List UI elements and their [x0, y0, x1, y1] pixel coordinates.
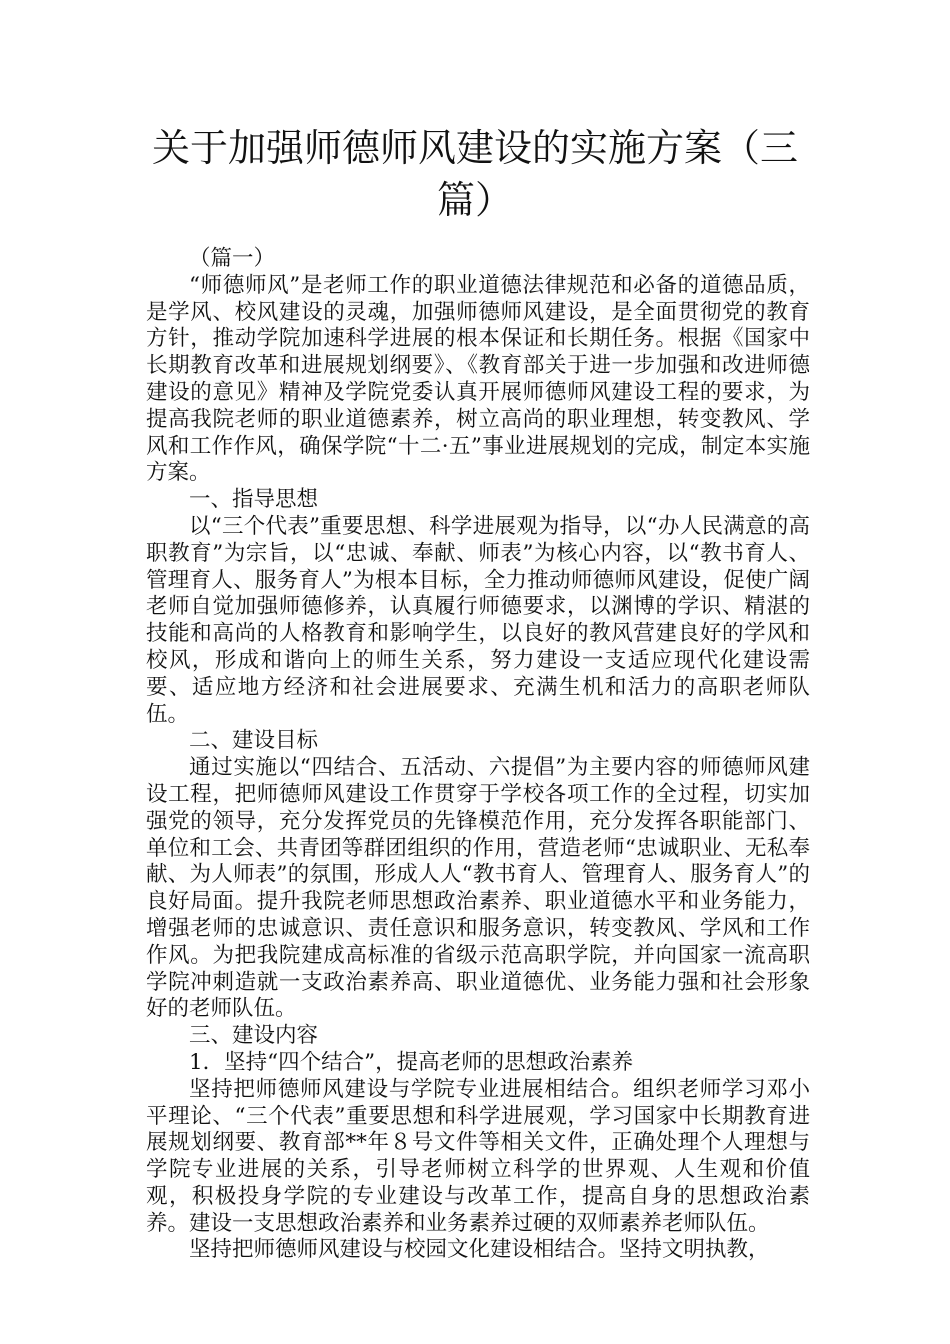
body-paragraph: 通过实施以“四结合、五活动、六提倡”为主要内容的师德师风建设工程，把师德师风建设工作贯穿于学校各项工作的全过程，切实加强党的领导，充分发挥党员的先锋模范作用，充分发挥各职能部门、单位和工会、共青团等群团组织的作用，营造老师“忠诚职业、无私奉献、为人师表”的氛围，形成人人“教书育人、管理育人、服务育人”的良好局面。提升我院老师思想政治素养、职业道德水平和业务能力，增强老师的忠诚意识、责任意识和服务意识，转变教风、学风和工作作风。为把我院建成高标准的省级示范高职学院，并向国家一流高职学院冲刺造就一支政治素养高、职业道德优、业务能力强和社会形象好的老师队伍。 — [146, 755, 810, 1022]
body-paragraph: 坚持把师德师风建设与校园文化建设相结合。坚持文明执教， — [189, 1237, 770, 1263]
body-paragraph: “师德师风”是老师工作的职业道德法律规范和必备的道德品质，是学风、校风建设的灵魂，加强师德师风建设，是全面贯彻党的教育方针，推动学院加速科学进展的根本保证和长期任务。根据《国家中长期教育改革和进展规划纲要》、《教育部关于进一步加强和改进师德建设的意见》精神及学院党委认真开展师德师风建设工程的要求，为提高我院老师的职业道德素养，树立高尚的职业理想，转变教风、学风和工作作风，确保学院“十二·五”事业进展规划的完成，制定本实施方案。 — [146, 272, 810, 486]
section-label: （篇一） — [189, 246, 276, 271]
subsection-heading: 1．坚持“四个结合”，提高老师的思想政治素养 — [189, 1049, 634, 1075]
section-heading: 三、建设内容 — [189, 1023, 319, 1049]
title-line-2: 篇） — [436, 178, 513, 222]
body-paragraph: 以“三个代表”重要思想、科学进展观为指导，以“办人民满意的高职教育”为宗旨，以“忠诚、奉献、师表”为核心内容，以“教书育人、管理育人、服务育人”为根本目标，全力推动师德师风建设，促使广阔老师自觉加强师德修养，认真履行师德要求，以渊博的学识、精湛的技能和高尚的人格教育和影响学生，以良好的教风营建良好的学风和校风，形成和谐向上的师生关系，努力建设一支适应现代化建设需要、适应地方经济和社会进展要求、充满生机和活力的高职老师队伍。 — [146, 513, 810, 727]
section-heading: 一、指导思想 — [189, 487, 319, 513]
title-line-1: 关于加强师德师风建设的实施方案（三 — [151, 126, 798, 170]
section-heading: 二、建设目标 — [189, 728, 319, 754]
document-body — [146, 246, 810, 1264]
document-title — [150, 122, 800, 226]
body-paragraph: 坚持把师德师风建设与学院专业进展相结合。组织老师学习邓小平理论、“三个代表”重要思想和科学进展观，学习国家中长期教育进展规划纲要、教育部**年８号文件等相关文件，正确处理个人理想与学院专业进展的关系，引导老师树立科学的世界观、人生观和价值观，积极投身学院的专业建设与改革工作，提高自身的思想政治素养。建设一支思想政治素养和业务素养过硬的双师素养老师队伍。 — [146, 1076, 810, 1236]
